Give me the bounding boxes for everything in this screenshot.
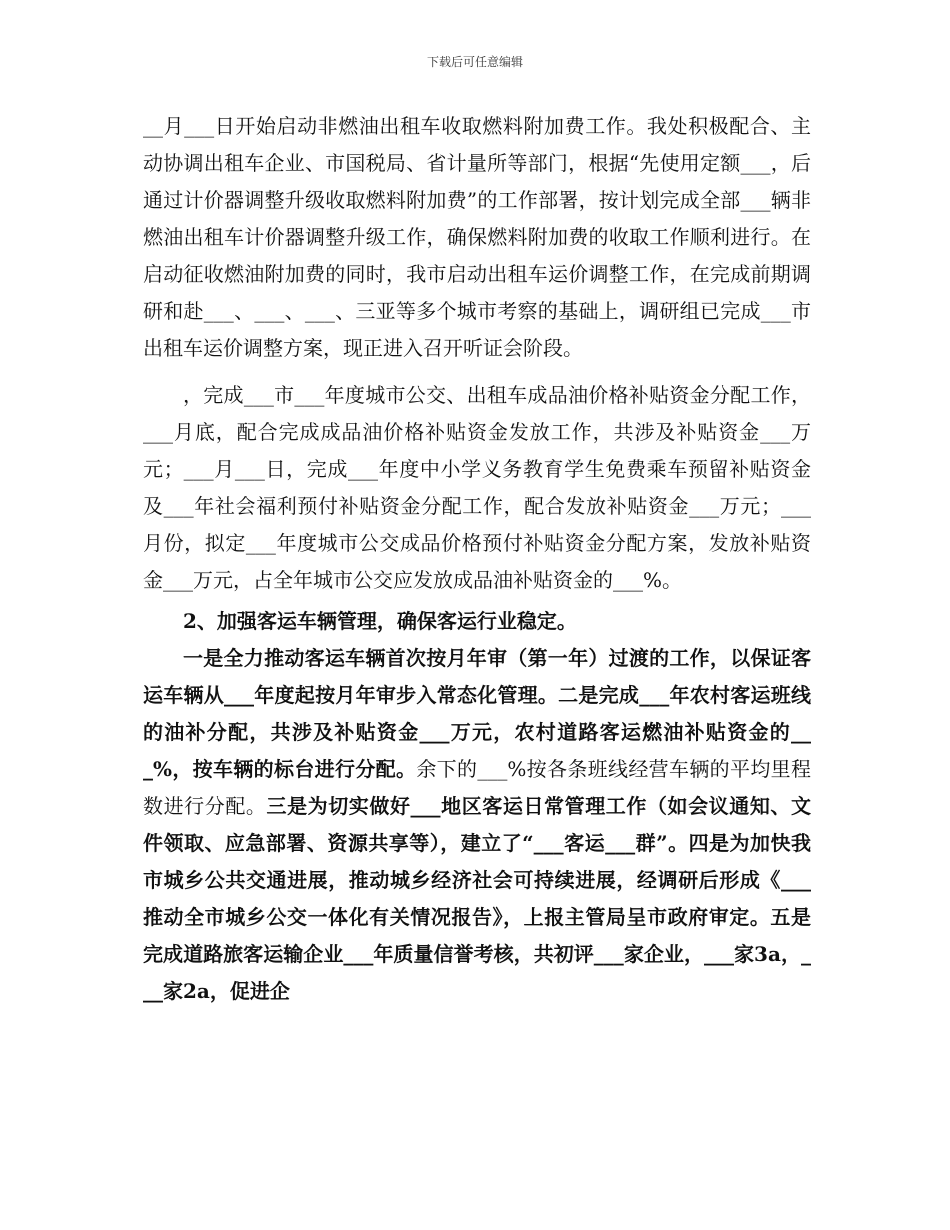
section-heading-passenger-transport: 2、加强客运车辆管理，确保客运行业稳定。 xyxy=(183,609,577,633)
paragraph-passenger-vehicle-management xyxy=(143,640,811,1010)
document-body xyxy=(143,108,811,1010)
paragraph-taxi-fuel-surcharge: __月___日开始启动非燃油出租车收取燃料附加费工作。我处积极配合、主动协调出租车企业、市国税局、省计量所等部门，根据“先使用定额___，后通过计价器调整升级收取燃料附加费”的工作部署，按计划完成全部___辆非燃油出租车计价器调整升级工作，确保燃料附加费的收取工作顺利进行。在启动征收燃油附加费的同时，我市启动出租车运价调整工作，在完成前期调研和赴___、___、___、三亚等多个城市考察的基础上，调研组已完成___市出租车运价调整方案，现正进入召开听证会阶段。 xyxy=(143,114,811,360)
text-run-bold-a: 一是全力推动客运车辆首次按月年审（第一年）过渡的工作，以保证客运车辆从___年度起按月年审步入常态化管理。二是完成___年农村客运班线的油补分配，共涉及补贴资金___万元，农村道路客运燃油补贴资金的___%，按车辆的标台进行分配。 xyxy=(143,646,811,781)
page-header: 下载后可任意编辑 xyxy=(426,55,523,69)
paragraph-subsidy-allocation: ，完成___市___年度城市公交、出租车成品油价格补贴资金分配工作，___月底，配合完成成品油价格补贴资金发放工作，共涉及补贴资金___万元；___月___日，完成___年度中小学义务教育学生免费乘车预留补贴资金及___年社会福利预付补贴资金分配工作，配合发放补贴资金___万元；___月份，拟定___年度城市公交成品价格预付补贴资金分配方案，发放补贴资金___万元，占全年城市公交应发放成品油补贴资金的___%。 xyxy=(143,383,811,592)
text-run-normal: 余下的___%按各条班线经营车辆的平均里程数进行分配。 xyxy=(143,757,811,818)
text-run-bold-b: 三是为切实做好___地区客运日常管理工作（如会议通知、文件领取、应急部署、资源共享等），建立了“___客运___群”。四是为加快我市城乡公共交通进展，推动城乡经济社会可持续进展，经调研后形成《___推动全市城乡公交一体化有关情况报告》，上报主管局呈市政府审定。五是完成道路旅客运输企业___年质量信誉考核，共初评___家企业，___家3a，___家2a，促进企 xyxy=(143,794,812,1003)
